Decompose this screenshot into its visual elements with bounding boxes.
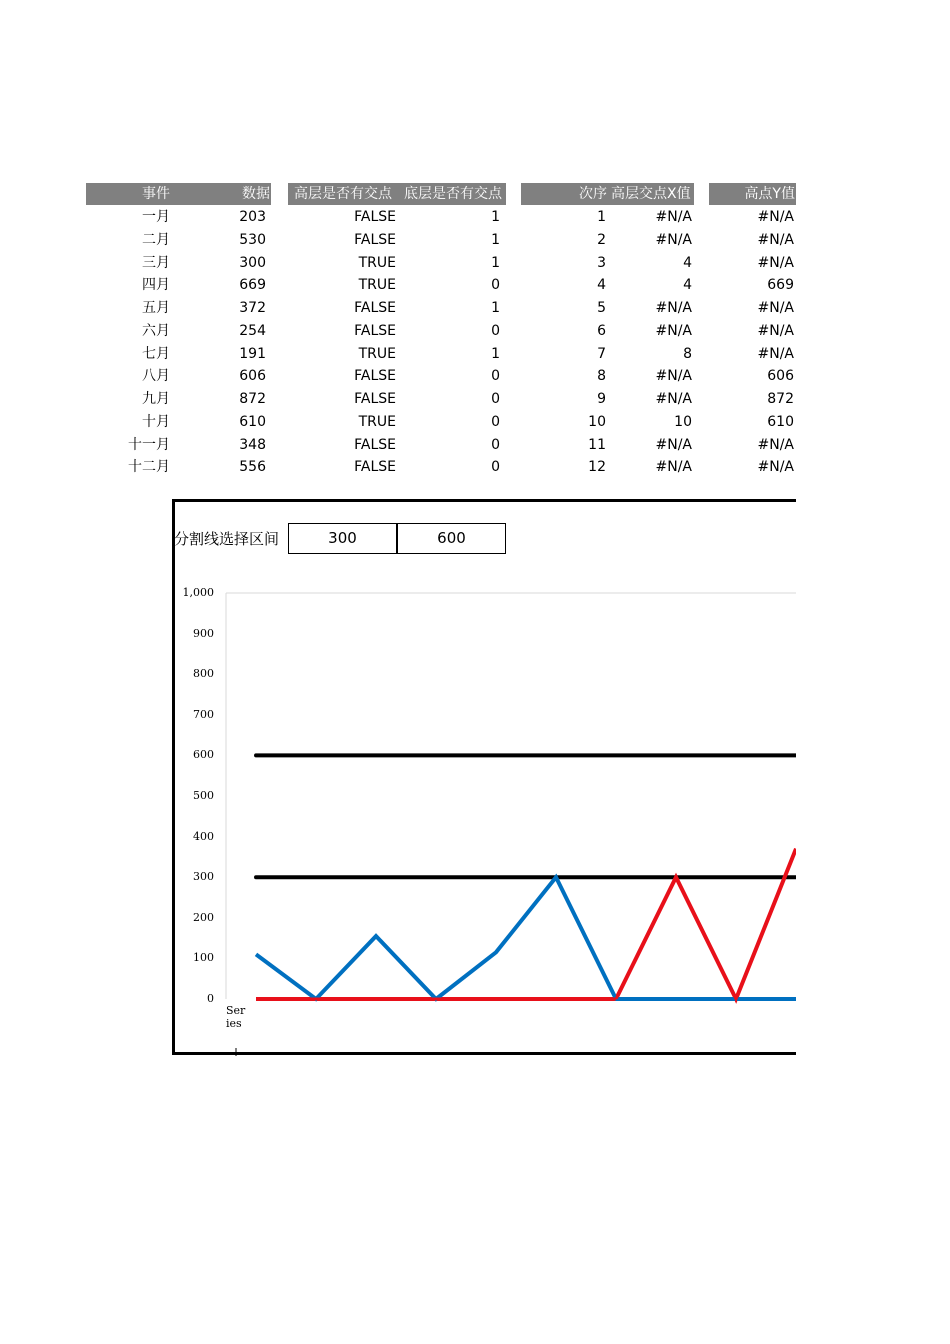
cell-event: 八月 [142, 368, 170, 385]
cell-data: 191 [239, 345, 266, 362]
cell-high-y: #N/A [757, 345, 794, 362]
cell-high-intersect: FALSE [354, 459, 396, 476]
cell-data: 254 [239, 322, 266, 339]
cell-high-y: 872 [767, 391, 794, 407]
cell-high-x: 8 [683, 345, 692, 362]
header-data: 数据 [242, 186, 270, 202]
series-line-blue [256, 877, 796, 999]
cell-high-y: #N/A [757, 459, 794, 476]
cell-event: 一月 [142, 209, 170, 225]
cell-event: 十月 [142, 413, 170, 430]
y-tick-label: 300 [193, 870, 214, 884]
cell-high-intersect: FALSE [354, 231, 396, 248]
y-tick-label: 900 [193, 626, 214, 640]
cell-high-y: #N/A [757, 231, 794, 248]
cell-order: 12 [588, 459, 606, 476]
cell-high-intersect: FALSE [354, 322, 396, 339]
cell-high-intersect: TRUE [358, 277, 396, 294]
y-tick-label: 200 [193, 910, 214, 924]
y-tick-label: 500 [193, 789, 214, 802]
cell-high-x: #N/A [655, 300, 692, 316]
cell-order: 3 [597, 254, 606, 271]
cell-high-y: #N/A [757, 322, 794, 339]
cell-order: 1 [597, 209, 606, 225]
cell-data: 556 [239, 459, 266, 476]
y-tick-label: 600 [193, 748, 214, 762]
cell-high-x: #N/A [655, 391, 692, 407]
header-high-x: 高层交点X值 [611, 186, 691, 202]
cell-high-y: 606 [767, 368, 794, 385]
cell-high-y: #N/A [757, 436, 794, 453]
cell-high-x: #N/A [655, 231, 692, 248]
cell-low-intersect: 0 [491, 277, 500, 294]
cell-low-intersect: 0 [491, 368, 500, 385]
cell-low-intersect: 1 [491, 231, 500, 248]
cell-high-intersect: TRUE [358, 345, 396, 362]
cell-data: 606 [239, 368, 266, 385]
header-low-intersect: 底层是否有交点 [404, 186, 502, 202]
cell-high-y: #N/A [757, 254, 794, 271]
cell-event: 四月 [142, 277, 170, 294]
cell-high-y: #N/A [757, 300, 794, 316]
y-tick-label: 800 [193, 667, 214, 681]
cell-high-intersect: FALSE [354, 391, 396, 407]
cell-event: 五月 [142, 300, 170, 316]
cell-data: 300 [239, 254, 266, 271]
header-high-intersect: 高层是否有交点 [294, 186, 392, 202]
cell-event: 六月 [142, 322, 170, 339]
cell-order: 9 [597, 391, 606, 407]
header-high-y: 高点Y值 [744, 186, 795, 202]
cell-high-x: #N/A [655, 459, 692, 476]
x-axis-label: Series [226, 1004, 246, 1030]
cell-high-intersect: TRUE [358, 413, 396, 430]
cell-low-intersect: 0 [491, 459, 500, 476]
cell-high-intersect: FALSE [354, 436, 396, 453]
cell-high-x: 10 [674, 413, 692, 430]
cell-low-intersect: 1 [491, 254, 500, 271]
cell-low-intersect: 1 [491, 209, 500, 225]
cell-event: 九月 [142, 391, 170, 407]
header-event: 事件 [142, 186, 170, 202]
cell-event: 七月 [142, 345, 170, 362]
cell-low-intersect: 1 [491, 345, 500, 362]
cell-high-x: #N/A [655, 368, 692, 385]
cell-order: 7 [597, 345, 606, 362]
cell-high-intersect: FALSE [354, 300, 396, 316]
selector-low-field[interactable]: 300 [288, 523, 397, 554]
cell-low-intersect: 0 [491, 322, 500, 339]
cell-order: 10 [588, 413, 606, 430]
cell-event: 二月 [142, 231, 170, 248]
cell-low-intersect: 0 [491, 413, 500, 430]
cell-high-intersect: FALSE [354, 368, 396, 385]
cell-data: 872 [239, 391, 266, 407]
selector-high-field[interactable]: 600 [397, 523, 506, 554]
cell-data: 203 [239, 209, 266, 225]
cell-data: 372 [239, 300, 266, 316]
series-line-red-peaks [616, 849, 796, 999]
cell-order: 5 [597, 300, 606, 316]
cell-high-x: 4 [683, 254, 692, 271]
y-tick-label: 400 [193, 829, 214, 843]
cell-high-intersect: TRUE [358, 254, 396, 271]
cell-high-x: #N/A [655, 322, 692, 339]
cell-high-y: #N/A [757, 209, 794, 225]
y-tick-label: 100 [193, 951, 214, 965]
cell-data: 348 [239, 436, 266, 453]
y-tick-label: 0 [207, 992, 214, 1005]
cell-event: 十一月 [128, 436, 170, 453]
cell-data: 610 [239, 413, 266, 430]
cell-data: 669 [239, 277, 266, 294]
cell-low-intersect: 0 [491, 436, 500, 453]
cell-low-intersect: 0 [491, 391, 500, 407]
cell-event: 三月 [142, 254, 170, 271]
cell-data: 530 [239, 231, 266, 248]
cell-order: 2 [597, 231, 606, 248]
cell-high-intersect: FALSE [354, 209, 396, 225]
cell-high-x: #N/A [655, 436, 692, 453]
selector-label: 分割线选择区间 [174, 530, 280, 548]
cell-high-y: 610 [767, 413, 794, 430]
header-order: 次序 [579, 186, 607, 202]
cell-high-x: 4 [683, 277, 692, 294]
cell-high-y: 669 [767, 277, 794, 294]
cell-order: 8 [597, 368, 606, 385]
y-tick-label: 1,000 [182, 586, 214, 599]
cell-low-intersect: 1 [491, 300, 500, 316]
cell-event: 十二月 [128, 459, 170, 476]
y-tick-label: 700 [193, 707, 214, 721]
cell-order: 11 [588, 436, 606, 453]
cell-order: 6 [597, 322, 606, 339]
cell-high-x: #N/A [655, 209, 692, 225]
cell-order: 4 [597, 277, 606, 294]
